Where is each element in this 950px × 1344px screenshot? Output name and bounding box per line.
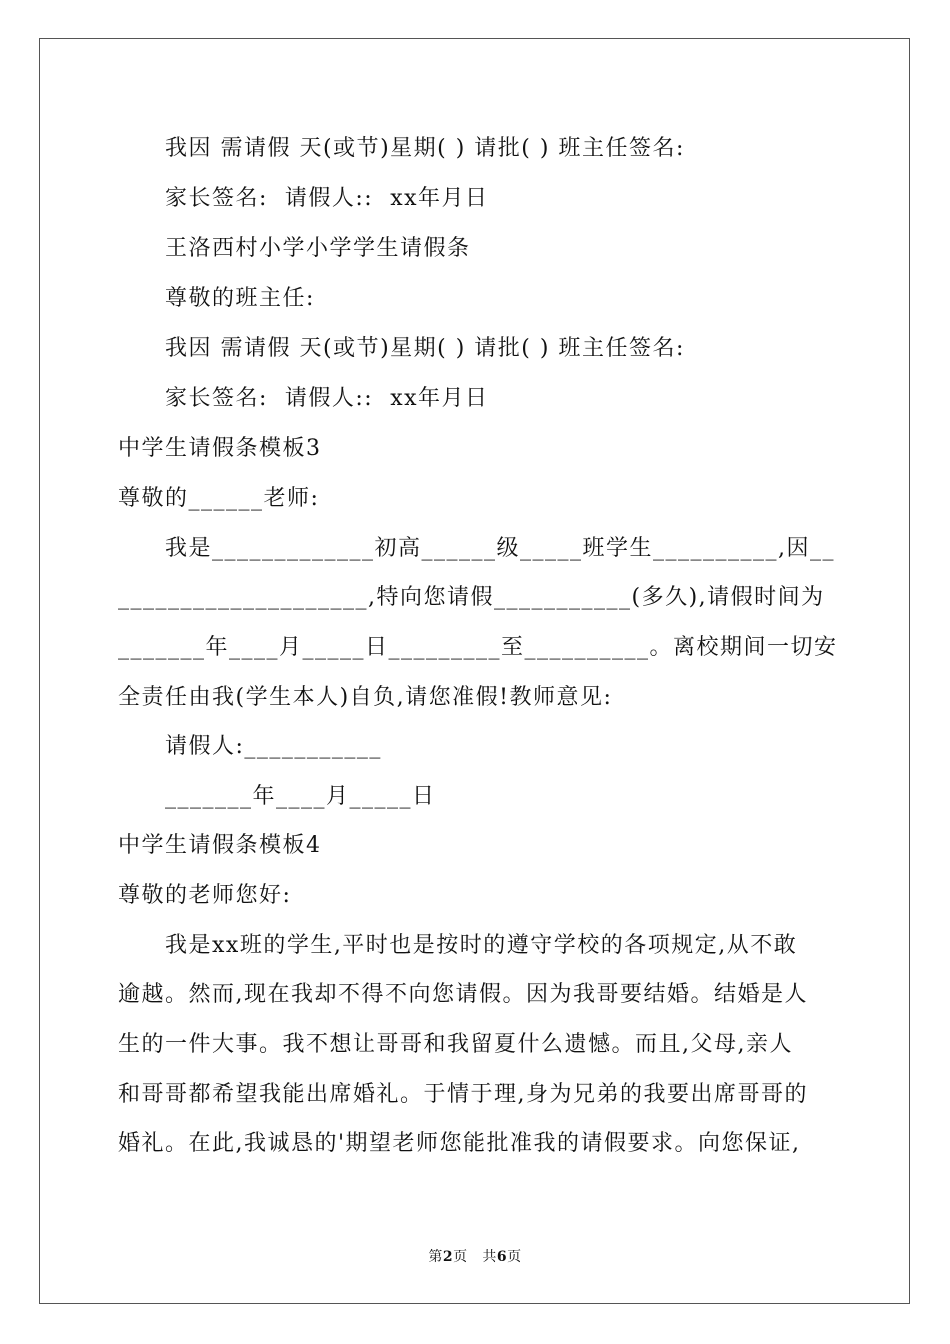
template-4-heading: 中学生请假条模板4 [118, 833, 322, 858]
page-border [39, 38, 910, 1304]
body-line-1: 我是xx班的学生,平时也是按时的遵守学校的各项规定,从不敢 [165, 933, 798, 958]
page-suffix: 页 [453, 1249, 468, 1265]
total-pages: 6 [496, 1249, 508, 1265]
salutation-2: 尊敬的______老师: [118, 486, 320, 511]
page-number: 2 [442, 1249, 454, 1265]
form-line-3: _______年____月_____日_________至__________。离校期间一切安 [118, 635, 838, 660]
body-line-3: 生的一件大事。我不想让哥哥和我留夏什么遗憾。而且,父母,亲人 [118, 1032, 793, 1057]
total-suffix: 页 [507, 1249, 522, 1265]
date-line: _______年____月_____日 [165, 784, 436, 809]
form-line-1: 我是_____________初高______级_____班学生__________,因__ [165, 536, 835, 561]
form-line-4: 全责任由我(学生本人)自负,请您准假!教师意见: [118, 685, 613, 710]
page-prefix: 第 [428, 1249, 443, 1265]
form-line-2: ____________________,特向您请假___________(多久),请假时间为 [118, 585, 825, 610]
text-line-5: 我因 需请假 天(或节)星期( ) 请批( ) 班主任签名: [165, 336, 685, 361]
school-title: 王洛西村小学小学学生请假条 [165, 236, 471, 261]
body-line-2: 逾越。然而,现在我却不得不向您请假。因为我哥要结婚。结婚是人 [118, 982, 808, 1007]
body-line-4: 和哥哥都希望我能出席婚礼。于情于理,身为兄弟的我要出席哥哥的 [118, 1082, 808, 1107]
salutation-3: 尊敬的老师您好: [118, 883, 292, 908]
template-3-heading: 中学生请假条模板3 [118, 436, 322, 461]
text-line-6: 家长签名: 请假人:: xx年月日 [165, 386, 489, 411]
salutation-1: 尊敬的班主任: [165, 286, 315, 311]
body-line-5: 婚礼。在此,我诚恳的'期望老师您能批准我的请假要求。向您保证, [118, 1131, 801, 1156]
text-line-2: 家长签名: 请假人:: xx年月日 [165, 186, 489, 211]
text-line-1: 我因 需请假 天(或节)星期( ) 请批( ) 班主任签名: [165, 136, 685, 161]
page-footer [0, 1246, 950, 1266]
total-prefix: 共 [482, 1249, 497, 1265]
applicant-line: 请假人:___________ [165, 734, 382, 759]
